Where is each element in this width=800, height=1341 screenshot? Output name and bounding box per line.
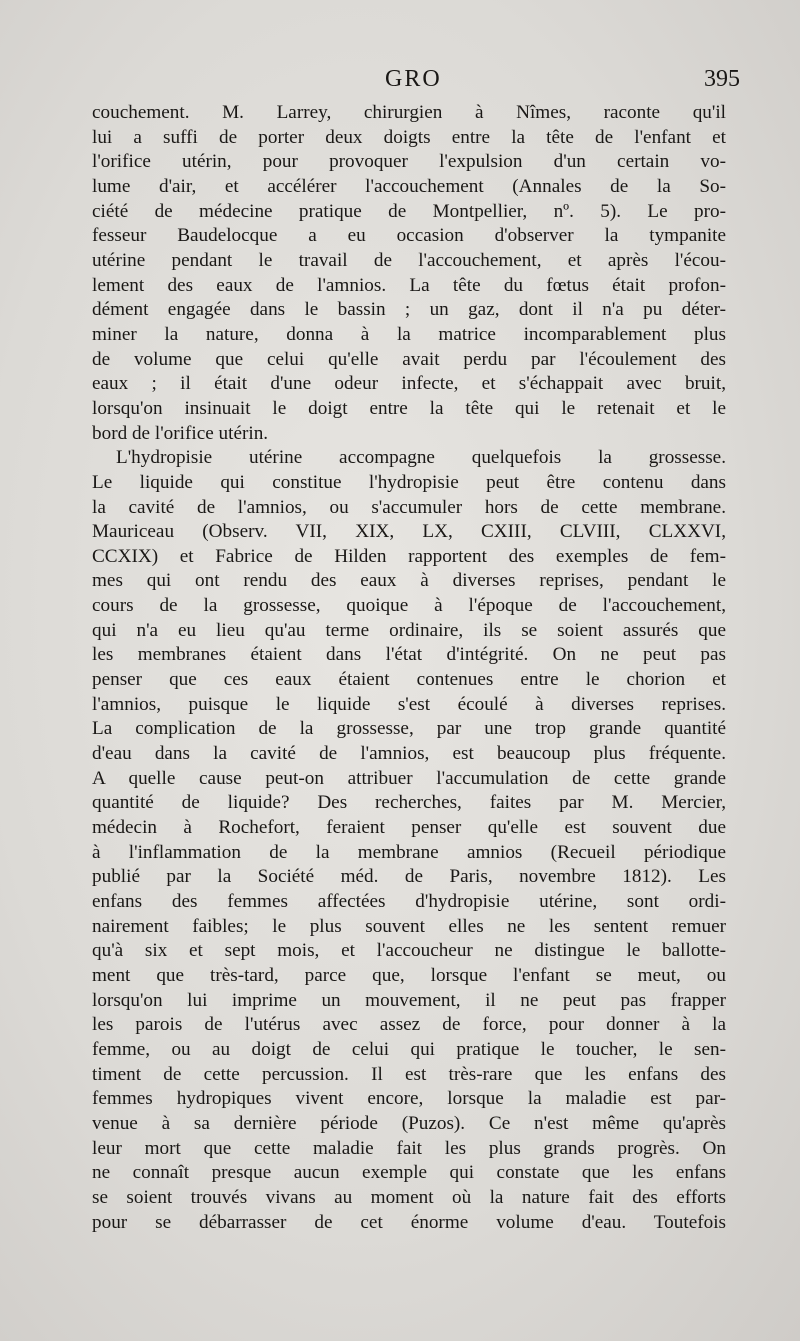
text-line: l'amnios, puisque le liquide s'est écoulé à diverses reprises. xyxy=(92,693,726,715)
text-line: utérine pendant le travail de l'accouchement, et après l'écou- xyxy=(92,249,726,271)
text-line: cours de la grossesse, quoique à l'époque de l'accouchement, xyxy=(92,595,726,617)
text-line: A quelle cause peut-on attribuer l'accumulation de cette grande xyxy=(92,767,726,789)
text-line: enfans des femmes affectées d'hydropisie utérine, sont ordi- xyxy=(92,891,726,912)
text-line: leur mort que cette maladie fait les plus grands progrès. On xyxy=(92,1137,726,1159)
text-line: fesseur Baudelocque a eu occasion d'observer la tympanite xyxy=(92,225,726,247)
text-line: dément engagée dans le bassin ; un gaz, dont il n'a pu déter- xyxy=(92,299,726,321)
text-line: femme, ou au doigt de celui qui pratique le toucher, le sen- xyxy=(92,1038,726,1060)
paragraph-end-line: bord de l'orifice utérin. xyxy=(92,422,269,444)
running-head: GRO xyxy=(385,66,442,92)
text-line: ciété de médecine pratique de Montpellier, nº. 5). Le pro- xyxy=(92,200,726,222)
text-line: La complication de la grossesse, par une trop grande quantité xyxy=(92,718,726,740)
text-line: Mauriceau (Observ. VII, XIX, LX, CXIII, CLVIII, CLXXVI, xyxy=(92,521,726,543)
page-header xyxy=(90,66,740,102)
text-line: la cavité de l'amnios, ou s'accumuler hors de cette membrane. xyxy=(92,496,726,518)
text-line: eaux ; il était d'une odeur infecte, et s'échappait avec bruit, xyxy=(92,373,726,395)
text-line: nairement faibles; le plus souvent elles ne les sentent remuer xyxy=(92,915,726,937)
paragraph-first-line: L'hydropisie utérine accompagne quelquefois la grossesse. xyxy=(116,447,726,469)
page-number: 395 xyxy=(704,66,740,92)
text-line: publié par la Société méd. de Paris, novembre 1812). Les xyxy=(92,866,726,888)
text-line: Le liquide qui constitue l'hydropisie peut être contenu dans xyxy=(92,471,726,493)
text-line: médecin à Rochefort, feraient penser qu'elle est souvent due xyxy=(92,817,726,839)
text-line: CCXIX) et Fabrice de Hilden rapportent des exemples de fem- xyxy=(92,545,726,567)
text-line: mes qui ont rendu des eaux à diverses reprises, pendant le xyxy=(92,570,726,592)
text-line: les membranes étaient dans l'état d'intégrité. On ne peut pas xyxy=(92,644,726,666)
text-line: venue à sa dernière période (Puzos). Ce n'est même qu'après xyxy=(92,1112,726,1134)
text-line: couchement. M. Larrey, chirurgien à Nîmes, raconte qu'il xyxy=(92,102,726,123)
body-text xyxy=(92,101,726,1235)
text-line: lume d'air, et accélérer l'accouchement (Annales de la So- xyxy=(92,175,726,197)
text-line: miner la nature, donna à la matrice incomparablement plus xyxy=(92,323,726,345)
text-line: quantité de liquide? Des recherches, faites par M. Mercier, xyxy=(92,792,726,814)
text-line: timent de cette percussion. Il est très-rare que les enfans des xyxy=(92,1063,726,1085)
text-line: à l'inflammation de la membrane amnios (Recueil périodique xyxy=(92,841,726,863)
text-line: ment que très-tard, parce que, lorsque l'enfant se meut, ou xyxy=(92,964,726,986)
text-line: penser que ces eaux étaient contenues entre le chorion et xyxy=(92,669,726,691)
text-line: l'orifice utérin, pour provoquer l'expulsion d'un certain vo- xyxy=(92,151,726,173)
text-line: d'eau dans la cavité de l'amnios, est beaucoup plus fréquente. xyxy=(92,743,726,765)
text-line: qui n'a eu lieu qu'au terme ordinaire, ils se soient assurés que xyxy=(92,619,726,641)
text-line: les parois de l'utérus avec assez de force, pour donner à la xyxy=(92,1014,726,1036)
text-line: femmes hydropiques vivent encore, lorsque la maladie est par- xyxy=(92,1088,726,1110)
text-line: ne connaît presque aucun exemple qui constate que les enfans xyxy=(92,1162,726,1184)
text-line: se soient trouvés vivans au moment où la nature fait des efforts xyxy=(92,1186,726,1208)
text-line: lement des eaux de l'amnios. La tête du fœtus était profon- xyxy=(92,274,726,296)
text-line: pour se débarrasser de cet énorme volume d'eau. Toutefois xyxy=(92,1211,726,1233)
text-line: qu'à six et sept mois, et l'accoucheur ne distingue le ballotte- xyxy=(92,940,726,962)
text-line: lorsqu'on lui imprime un mouvement, il ne peut pas frapper xyxy=(92,989,726,1011)
text-line: lui a suffi de porter deux doigts entre la tête de l'enfant et xyxy=(92,126,726,148)
text-line: de volume que celui qu'elle avait perdu par l'écoulement des xyxy=(92,348,726,370)
text-line: lorsqu'on insinuait le doigt entre la tête qui le retenait et le xyxy=(92,397,726,419)
